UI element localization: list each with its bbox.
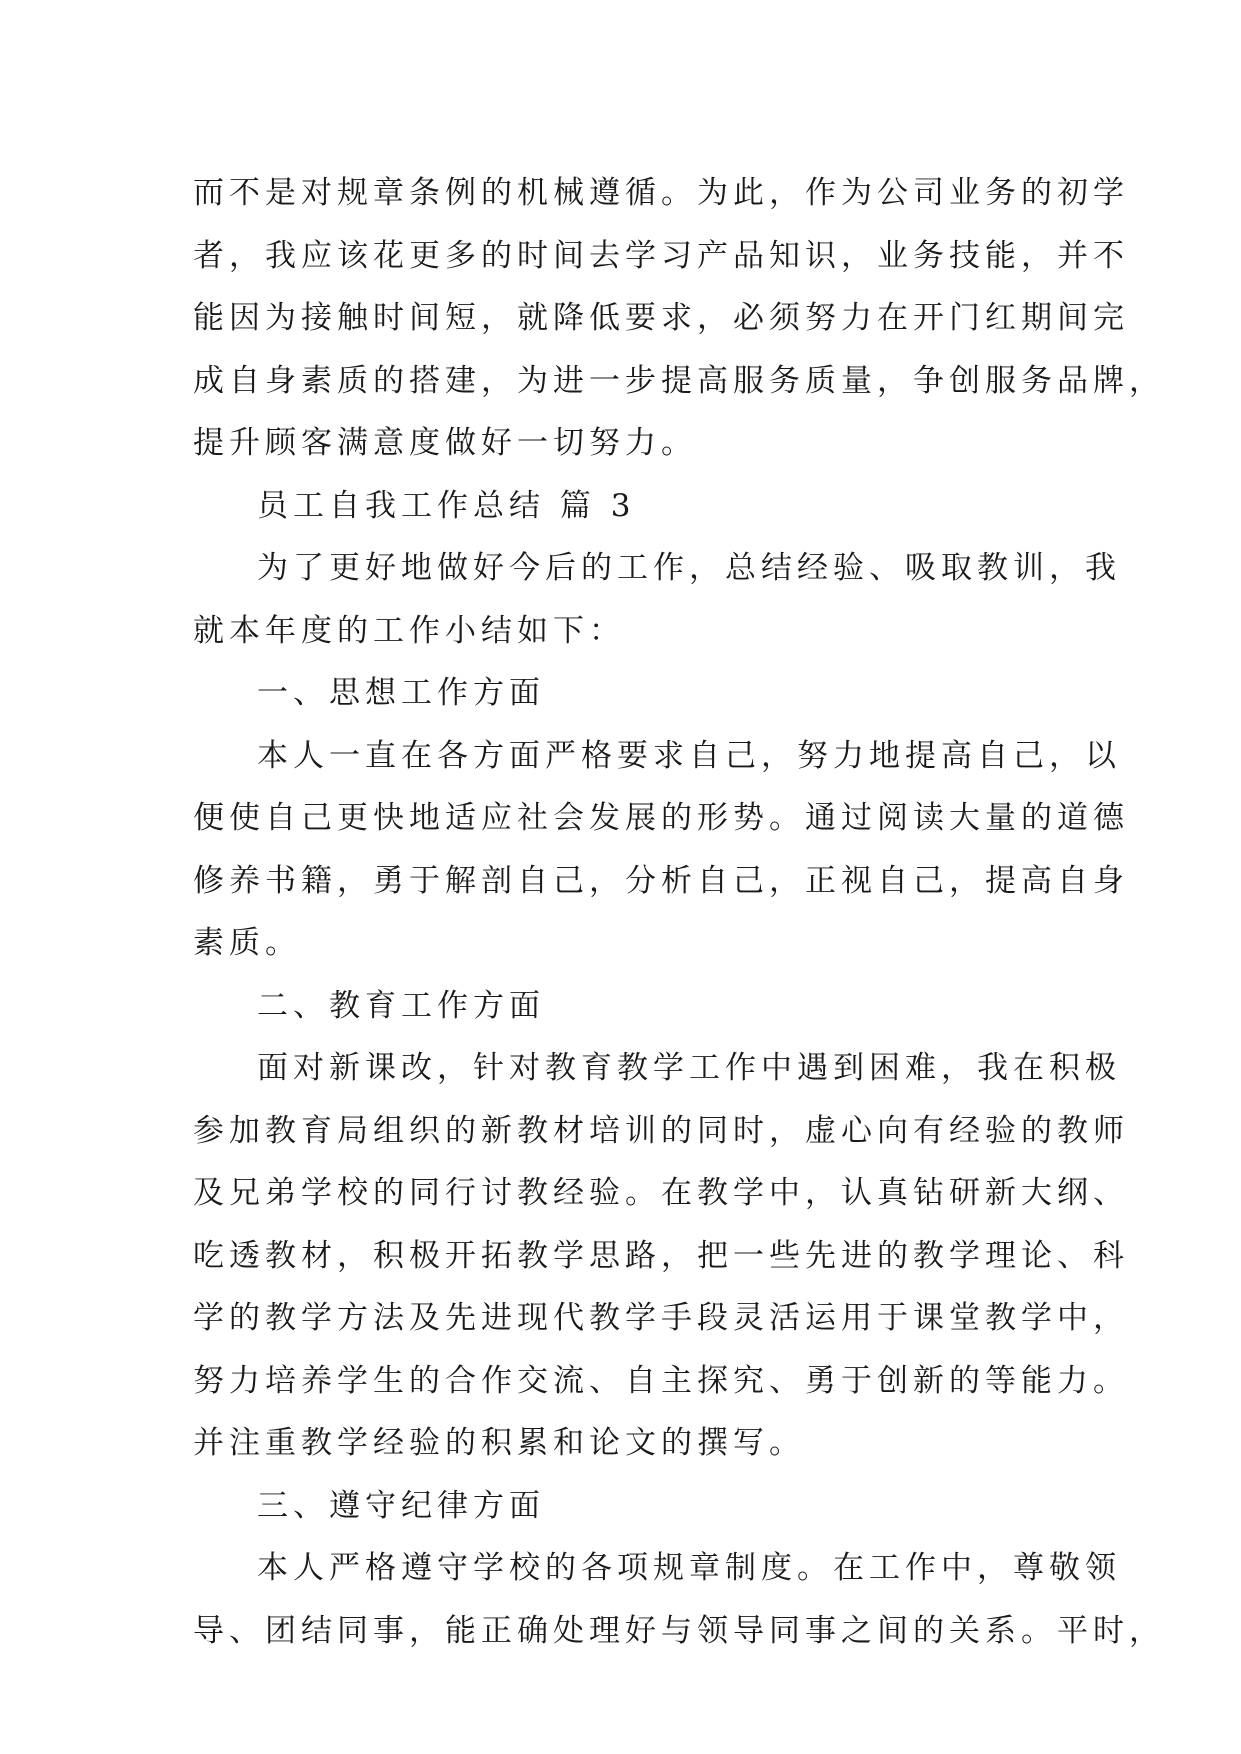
text-line: 努力培养学生的合作交流、自主探究、勇于创新的等能力。 — [193, 1362, 1129, 1399]
document-body — [193, 162, 1165, 1662]
text-line: 者，我应该花更多的时间去学习产品知识，业务技能，并不 — [193, 237, 1129, 274]
paragraph-start-line: 为了更好地做好今后的工作，总结经验、吸取教训，我 — [257, 550, 1121, 586]
text-line: 就本年度的工作小结如下： — [193, 612, 625, 649]
paragraph-start-line: 本人一直在各方面严格要求自己，努力地提高自己，以 — [257, 737, 1121, 774]
text-line: 学的教学方法及先进现代教学手段灵活运用于课堂教学中， — [193, 1300, 1129, 1336]
text-line: 提升顾客满意度做好一切努力。 — [193, 425, 697, 461]
text-line: 导、团结同事，能正确处理好与领导同事之间的关系。平时， — [193, 1612, 1165, 1649]
text-line: 及兄弟学校的同行讨教经验。在教学中，认真钻研新大纲、 — [193, 1175, 1129, 1211]
paragraph-start-line: 一、思想工作方面 — [257, 675, 545, 711]
text-line: 并注重教学经验的积累和论文的撰写。 — [193, 1425, 805, 1461]
text-line: 便使自己更快地适应社会发展的形势。通过阅读大量的道德 — [193, 800, 1129, 836]
paragraph-start-line: 三、遵守纪律方面 — [257, 1487, 545, 1524]
paragraph-start-line: 二、教育工作方面 — [257, 987, 545, 1024]
paragraph-start-line: 面对新课改，针对教育教学工作中遇到困难，我在积极 — [257, 1050, 1121, 1086]
text-line: 素质。 — [193, 925, 301, 961]
text-line: 参加教育局组织的新教材培训的同时，虚心向有经验的教师 — [193, 1112, 1129, 1149]
text-line: 能因为接触时间短，就降低要求，必须努力在开门红期间完 — [193, 300, 1129, 336]
text-line: 而不是对规章条例的机械遵循。为此，作为公司业务的初学 — [193, 175, 1129, 211]
paragraph-start-line: 本人严格遵守学校的各项规章制度。在工作中，尊敬领 — [257, 1550, 1121, 1586]
text-line: 成自身素质的搭建，为进一步提高服务质量，争创服务品牌， — [193, 362, 1165, 399]
text-line: 吃透教材，积极开拓教学思路，把一些先进的教学理论、科 — [193, 1237, 1129, 1274]
text-line: 修养书籍，勇于解剖自己，分析自己，正视自己，提高自身 — [193, 862, 1129, 899]
paragraph-start-line: 员工自我工作总结 篇 3 — [257, 487, 636, 524]
